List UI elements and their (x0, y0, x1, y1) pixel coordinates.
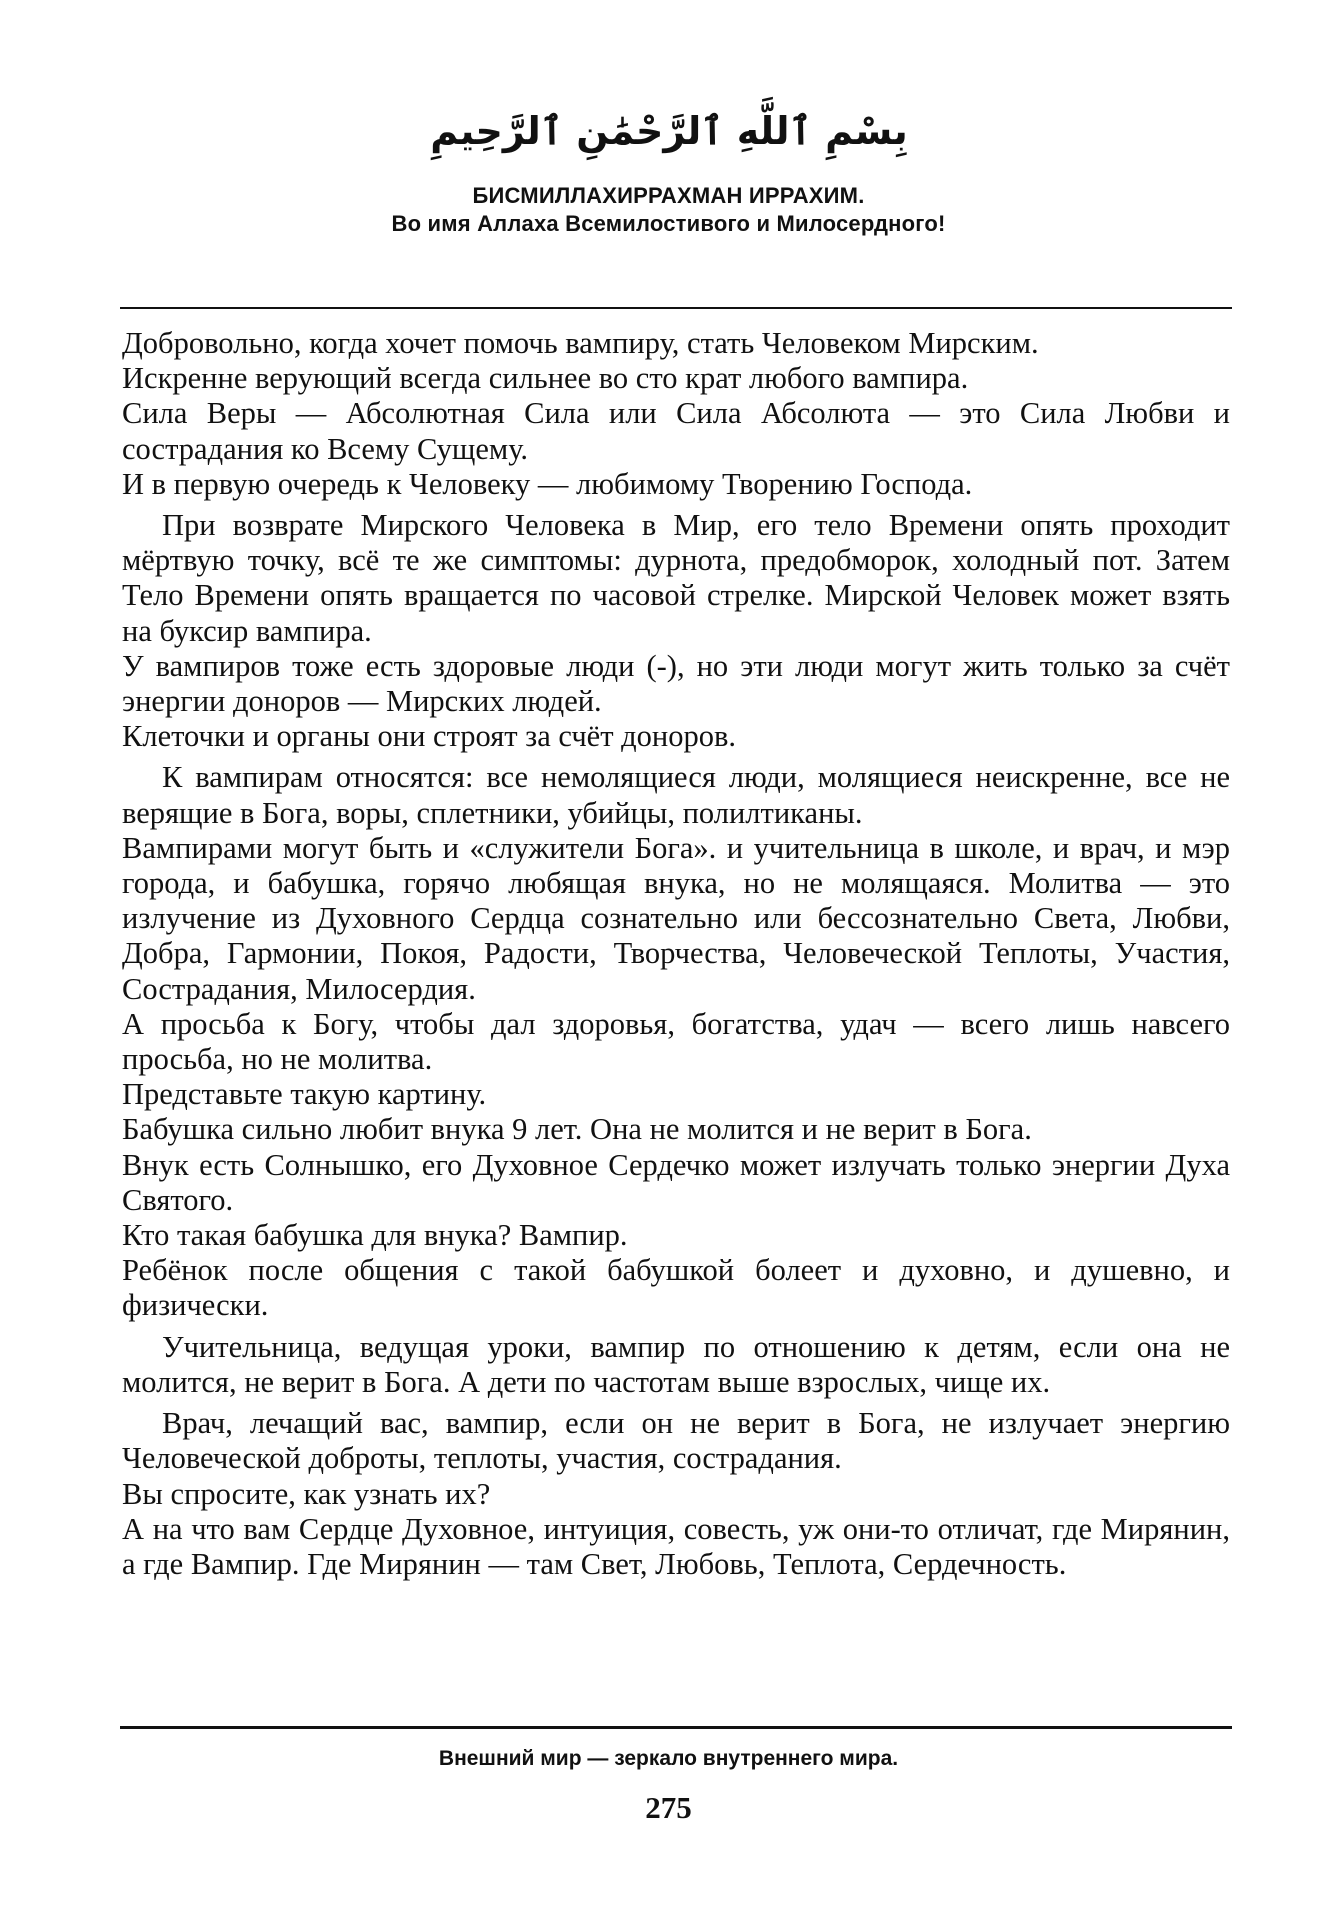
body-paragraph: Кто такая бабушка для внука? Вампир. (122, 1218, 628, 1253)
page-header (0, 88, 1337, 238)
body-paragraph: И в первую очередь к Человеку — любимому Творению Господа. (122, 466, 973, 501)
bismillah-calligraphy (429, 88, 908, 168)
body-paragraph: При возврате Мирского Человека в Мир, его тело Времени опять проходит мёртвую точку, всё те же симптомы: дурнота, предобморок, холодный пот. Затем Тело Времени опять вращается по часовой стрелке. Мирской Человек может взять на буксир вампира. (122, 508, 1230, 648)
page-number: 275 (645, 1790, 692, 1825)
bismillah-calligraphy-text: بِسْمِ ٱللَّهِ ٱلرَّحْمَٰنِ ٱلرَّحِيمِ (429, 109, 908, 153)
body-paragraph: Добровольно, когда хочет помочь вампиру, стать Человеком Мирским. (122, 326, 1039, 360)
body-paragraph: Клеточки и органы они строят за счёт доноров. (122, 719, 737, 754)
body-paragraph: А просьба к Богу, чтобы дал здоровья, богатства, удач — всего лишь навсего просьба, но не молитва. (122, 1006, 1230, 1077)
body-paragraph: А на что вам Сердце Духовное, интуиция, совесть, уж они-то отличат, где Мирянин, а где Вампир. Где Мирянин — там Свет, Любовь, Теплота, Сердечность. (122, 1511, 1230, 1581)
header-translation: Во имя Аллаха Всемилостивого и Милосердного! (391, 211, 946, 236)
body-paragraph: Вампирами могут быть и «служители Бога». и учительница в школе, и врач, и мэр города, и бабушка, горячо любящая внука, но не молящаяся. Молитва — это излучение из Духовного Сердца сознательно или бессознательно Света, Любви, Добра, Гармонии, Покоя, Радости, Творчества, Человеческой Теплоты, Участия, Сострадания, Милосердия. (122, 830, 1230, 1006)
body-paragraph: Сила Веры — Абсолютная Сила или Сила Абсолюта — это Сила Любви и сострадания ко Всему Сущему. (122, 396, 1230, 466)
footer-divider (120, 1726, 1232, 1729)
body-paragraph: Ребёнок после общения с такой бабушкой болеет и духовно, и душевно, и физически. (122, 1253, 1230, 1323)
body-paragraph: Бабушка сильно любит внука 9 лет. Она не молится и не верит в Бога. (122, 1112, 1032, 1147)
body-paragraph: Учительница, ведущая уроки, вампир по отношению к детям, если она не молится, не верит в Бога. А дети по частотам выше взрослых, чище их. (122, 1329, 1230, 1399)
footer-caption: Внешний мир — зеркало внутреннего мира. (438, 1747, 899, 1770)
body-text (122, 326, 1230, 1582)
header-divider (120, 307, 1232, 309)
body-paragraph: Внук есть Солнышко, его Духовное Сердечко может излучать только энергии Духа Святого. (122, 1147, 1230, 1217)
body-paragraph: Вы спросите, как узнать их? (122, 1476, 491, 1511)
body-paragraph: Представьте такую картину. (122, 1077, 487, 1112)
body-paragraph: Искренне верующий всегда сильнее во сто крат любого вампира. (122, 361, 969, 396)
body-paragraph: У вампиров тоже есть здоровые люди (-), но эти люди могут жить только за счёт энергии доноров — Мирских людей. (122, 648, 1230, 719)
body-paragraph: Врач, лечащий вас, вампир, если он не верит в Бога, не излучает энергию Человеческой доброты, теплоты, участия, сострадания. (122, 1406, 1230, 1476)
body-paragraph: К вампирам относятся: все немолящиеся люди, молящиеся неискренне, все не верящие в Бога, воры, сплетники, убийцы, полилтиканы. (122, 760, 1230, 830)
header-transliteration: БИСМИЛЛАХИРРАХМАН ИРРАХИМ. (472, 183, 865, 208)
